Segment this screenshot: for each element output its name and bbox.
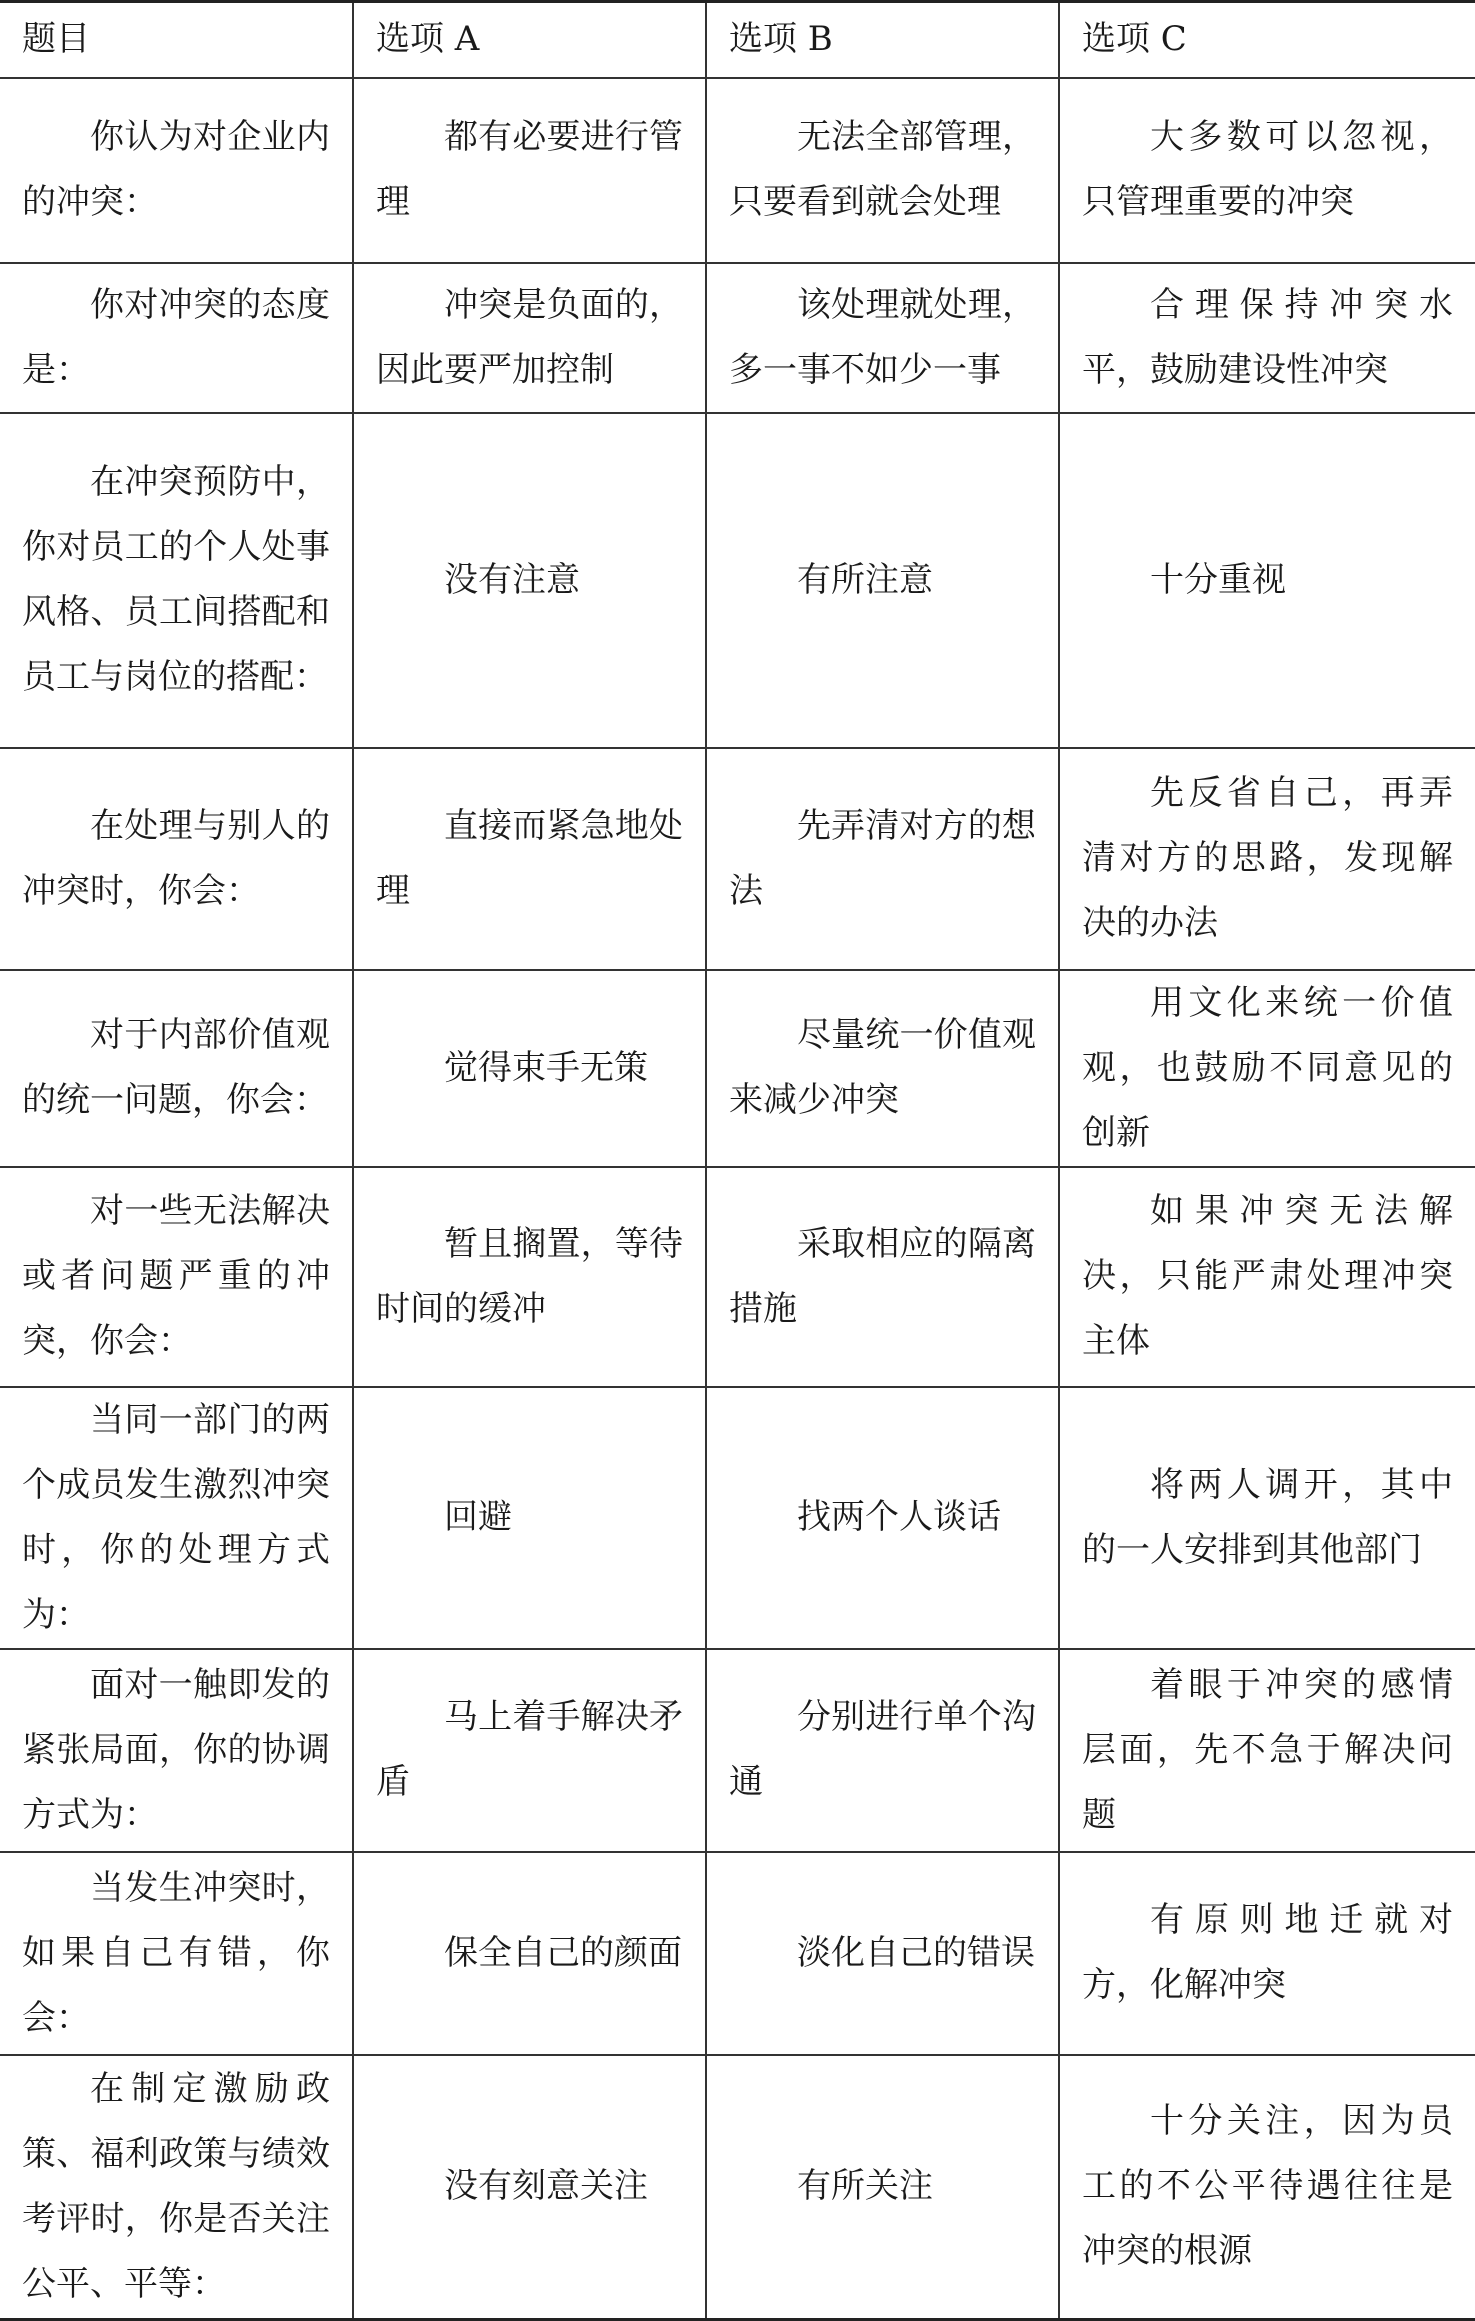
option-c-cell: 着眼于冲突的感情层面，先不急于解决问题 (1059, 1649, 1475, 1852)
option-a-cell: 都有必要进行管理 (353, 78, 706, 263)
question-cell: 面对一触即发的紧张局面，你的协调方式为： (0, 1649, 353, 1852)
option-b-cell: 有所注意 (706, 413, 1059, 748)
header-option-b: 选项 B (706, 2, 1059, 78)
table-row (0, 1852, 1475, 2055)
table-row (0, 2055, 1475, 2320)
question-cell: 当发生冲突时，如果自己有错，你会： (0, 1852, 353, 2055)
question-cell: 在制定激励政策、福利政策与绩效考评时，你是否关注公平、平等： (0, 2055, 353, 2320)
question-cell: 对一些无法解决或者问题严重的冲突，你会： (0, 1167, 353, 1387)
option-c-cell: 大多数可以忽视，只管理重要的冲突 (1059, 78, 1475, 263)
option-c-cell: 先反省自己，再弄清对方的思路，发现解决的办法 (1059, 748, 1475, 970)
option-a-cell: 马上着手解决矛盾 (353, 1649, 706, 1852)
option-a-cell: 回避 (353, 1387, 706, 1649)
option-c-cell: 用文化来统一价值观，也鼓励不同意见的创新 (1059, 970, 1475, 1167)
table-row (0, 1649, 1475, 1852)
option-b-cell: 淡化自己的错误 (706, 1852, 1059, 2055)
option-b-cell: 分别进行单个沟通 (706, 1649, 1059, 1852)
question-cell: 对于内部价值观的统一问题，你会： (0, 970, 353, 1167)
question-cell: 当同一部门的两个成员发生激烈冲突时，你的处理方式为： (0, 1387, 353, 1649)
option-a-cell: 冲突是负面的，因此要严加控制 (353, 263, 706, 413)
header-option-a: 选项 A (353, 2, 706, 78)
option-b-cell: 尽量统一价值观来减少冲突 (706, 970, 1059, 1167)
option-a-cell: 没有注意 (353, 413, 706, 748)
option-c-cell: 如果冲突无法解决，只能严肃处理冲突主体 (1059, 1167, 1475, 1387)
option-a-cell: 暂且搁置，等待时间的缓冲 (353, 1167, 706, 1387)
option-c-cell: 十分重视 (1059, 413, 1475, 748)
option-c-cell: 合理保持冲突水平，鼓励建设性冲突 (1059, 263, 1475, 413)
option-b-cell: 采取相应的隔离措施 (706, 1167, 1059, 1387)
question-cell: 在冲突预防中，你对员工的个人处事风格、员工间搭配和员工与岗位的搭配： (0, 413, 353, 748)
table-header-row (0, 2, 1475, 78)
option-a-cell: 觉得束手无策 (353, 970, 706, 1167)
table-row (0, 1167, 1475, 1387)
question-cell: 你对冲突的态度是： (0, 263, 353, 413)
option-a-cell: 没有刻意关注 (353, 2055, 706, 2320)
option-c-cell: 将两人调开，其中的一人安排到其他部门 (1059, 1387, 1475, 1649)
table-row (0, 1387, 1475, 1649)
header-option-c: 选项 C (1059, 2, 1475, 78)
table-row (0, 748, 1475, 970)
option-c-cell: 有原则地迁就对方，化解冲突 (1059, 1852, 1475, 2055)
header-question: 题目 (0, 2, 353, 78)
option-b-cell: 找两个人谈话 (706, 1387, 1059, 1649)
table-row (0, 263, 1475, 413)
option-a-cell: 直接而紧急地处理 (353, 748, 706, 970)
table-row (0, 970, 1475, 1167)
option-b-cell: 有所关注 (706, 2055, 1059, 2320)
option-b-cell: 该处理就处理，多一事不如少一事 (706, 263, 1059, 413)
question-cell: 你认为对企业内的冲突： (0, 78, 353, 263)
table-row (0, 413, 1475, 748)
option-c-cell: 十分关注，因为员工的不公平待遇往往是冲突的根源 (1059, 2055, 1475, 2320)
table-row (0, 78, 1475, 263)
option-a-cell: 保全自己的颜面 (353, 1852, 706, 2055)
question-cell: 在处理与别人的冲突时，你会： (0, 748, 353, 970)
option-b-cell: 无法全部管理，只要看到就会处理 (706, 78, 1059, 263)
option-b-cell: 先弄清对方的想法 (706, 748, 1059, 970)
